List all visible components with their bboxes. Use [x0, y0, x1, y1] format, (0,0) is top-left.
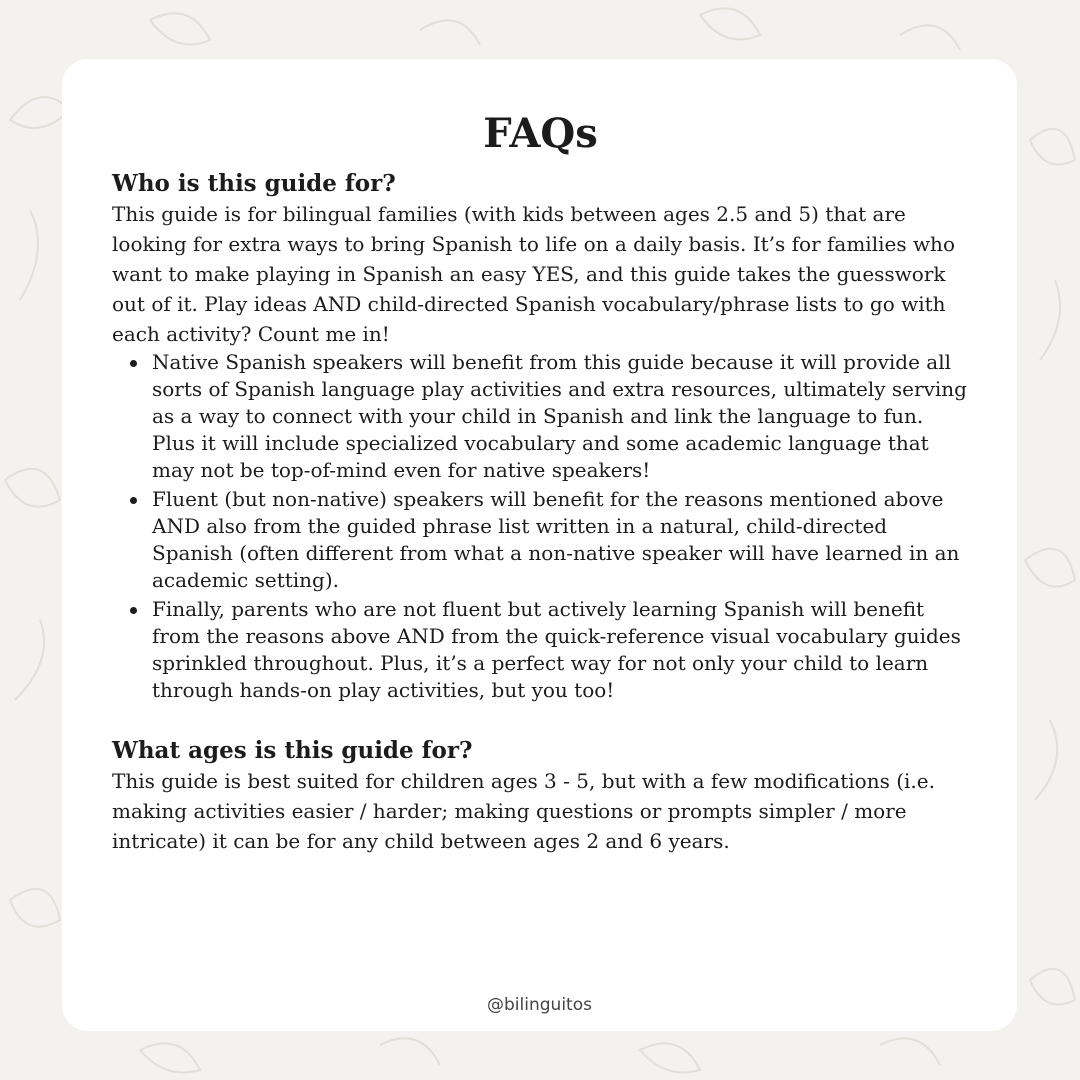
section-spacer [112, 706, 969, 736]
faq-question-1: Who is this guide for? [112, 170, 396, 197]
list-item: Fluent (but non-native) speakers will benefit for the reasons mentioned above AND also from the guided phrase list written in a natural, child-directed Spanish (often different from what a non-native speaker will have learned in an academic setting). [152, 486, 969, 594]
faq-question-2: What ages is this guide for? [112, 737, 473, 764]
list-item: Finally, parents who are not fluent but actively learning Spanish will benefit from the reasons above AND from the quick-reference visual vocabulary guides sprinkled throughout. Plus, it’s a perfect way for not only your child to learn through hands-on play activities, but you too! [152, 596, 969, 704]
faq-answer-2: This guide is best suited for children ages 3 - 5, but with a few modifications (i.e. making activities easier / harder; making questions or prompts simpler / more intricate) it can be for any child between ages 2 and 6 years. [112, 769, 935, 853]
faq-answer-1: This guide is for bilingual families (with kids between ages 2.5 and 5) that are looking for extra ways to bring Spanish to life on a daily basis. It’s for families who want to make playing in Spanish an easy YES, and this guide takes the guesswork out of it. Play ideas AND child-directed Spanish vocabulary/phrase lists to go with each activity? Count me in! [112, 202, 955, 346]
social-handle: @bilinguitos [487, 995, 592, 1015]
list-item: Native Spanish speakers will benefit from this guide because it will provide all sorts of Spanish language play activities and extra resources, ultimately serving as a way to connect with your child in Spanish and link the language to fun. Plus it will include specialized vocabulary and some academic language that may not be top-of-mind even for native speakers! [152, 349, 969, 484]
faq-card [62, 59, 1017, 1031]
page-title: FAQs [483, 110, 598, 157]
faq-bullet-list [112, 349, 969, 704]
